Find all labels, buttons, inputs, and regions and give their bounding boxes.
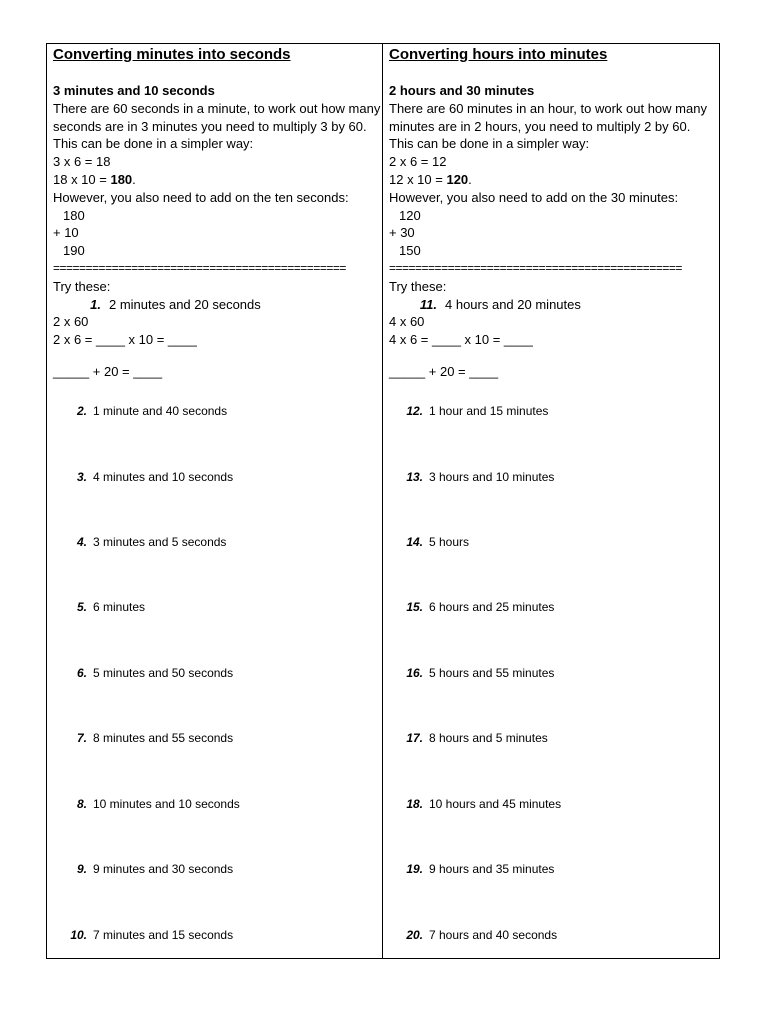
right-sum-line-3: 150: [399, 243, 421, 259]
right-calc-1: 2 x 6 = 12: [389, 154, 447, 170]
right-problem-11-step-1: 4 x 60: [389, 314, 425, 330]
right-problem: 17. 8 hours and 5 minutes: [406, 731, 548, 745]
right-add-note: However, you also need to add on the 30 minutes:: [389, 189, 679, 205]
right-example-heading: 2 hours and 30 minutes: [389, 83, 535, 98]
left-problem-1-step-3: _____ + 20 = ____: [53, 363, 163, 379]
right-problem: 15. 6 hours and 25 minutes: [406, 600, 555, 614]
right-column-title: Converting hours into minutes: [389, 46, 608, 63]
hours-to-minutes-column: [383, 44, 719, 958]
minutes-to-seconds-column: [47, 44, 383, 958]
left-problem-1: 1. 2 minutes and 20 seconds: [90, 296, 261, 312]
left-explanation: There are 60 seconds in a minute, to work out how many seconds are in 3 minutes you need to multiply 3 by 60.: [53, 100, 381, 134]
spacer: [53, 349, 383, 363]
left-add-note: However, you also need to add on the ten seconds:: [53, 189, 349, 205]
right-try-these: Try these:: [389, 278, 447, 294]
right-problem: 19. 9 hours and 35 minutes: [406, 862, 555, 876]
right-problem-11-step-3: _____ + 20 = ____: [389, 363, 499, 379]
right-problem-11: 11. 4 hours and 20 minutes: [419, 296, 581, 312]
right-sum-line-2: + 30: [389, 225, 415, 241]
left-sum-line-2: + 10: [53, 225, 79, 241]
right-problem: 14. 5 hours: [406, 535, 470, 549]
right-worked-example: [389, 82, 719, 381]
left-problem: 7. 8 minutes and 55 seconds: [76, 731, 234, 745]
right-simpler-note: This can be done in a simpler way:: [389, 136, 590, 152]
right-problem: 16. 5 hours and 55 minutes: [406, 666, 555, 680]
left-problem: 6. 5 minutes and 50 seconds: [76, 666, 234, 680]
right-calc-2: 12 x 10 = 120.: [389, 171, 472, 187]
left-problem: 2. 1 minute and 40 seconds: [76, 404, 228, 418]
left-problem: 8. 10 minutes and 10 seconds: [76, 797, 240, 811]
spacer: [389, 349, 719, 363]
left-problem-1-step-1: 2 x 60: [53, 314, 89, 330]
left-problem: 5. 6 minutes: [76, 600, 146, 614]
right-sum-line-1: 120: [399, 207, 421, 223]
left-calc-1: 3 x 6 = 18: [53, 154, 111, 170]
left-problem: 3. 4 minutes and 10 seconds: [76, 470, 234, 484]
worksheet: [46, 43, 720, 959]
right-explanation: There are 60 minutes in an hour, to work out how many minutes are in 2 hours, you need to multiply 2 by 60.: [389, 100, 707, 134]
left-simpler-note: This can be done in a simpler way:: [53, 136, 254, 152]
right-problem: 12. 1 hour and 15 minutes: [406, 404, 549, 418]
left-problem: 9. 9 minutes and 30 seconds: [76, 862, 234, 876]
left-try-these: Try these:: [53, 278, 111, 294]
left-sum-line-1: 180: [63, 207, 85, 223]
left-example-heading: 3 minutes and 10 seconds: [53, 83, 215, 98]
left-separator: =============================================: [53, 260, 346, 275]
left-problem: 4. 3 minutes and 5 seconds: [76, 535, 227, 549]
right-problem: 18. 10 hours and 45 minutes: [406, 797, 562, 811]
left-sum-line-3: 190: [63, 243, 85, 259]
left-column-title: Converting minutes into seconds: [53, 46, 291, 63]
right-problem: 13. 3 hours and 10 minutes: [406, 470, 555, 484]
right-problem-11-step-2: 4 x 6 = ____ x 10 = ____: [389, 332, 533, 348]
left-problem-1-step-2: 2 x 6 = ____ x 10 = ____: [53, 332, 197, 348]
left-worked-example: [53, 82, 383, 381]
right-problem: 20. 7 hours and 40 seconds: [406, 928, 558, 942]
left-problem: 10. 7 minutes and 15 seconds: [70, 928, 234, 942]
right-separator: =============================================: [389, 260, 682, 275]
left-calc-2: 18 x 10 = 180.: [53, 171, 136, 187]
